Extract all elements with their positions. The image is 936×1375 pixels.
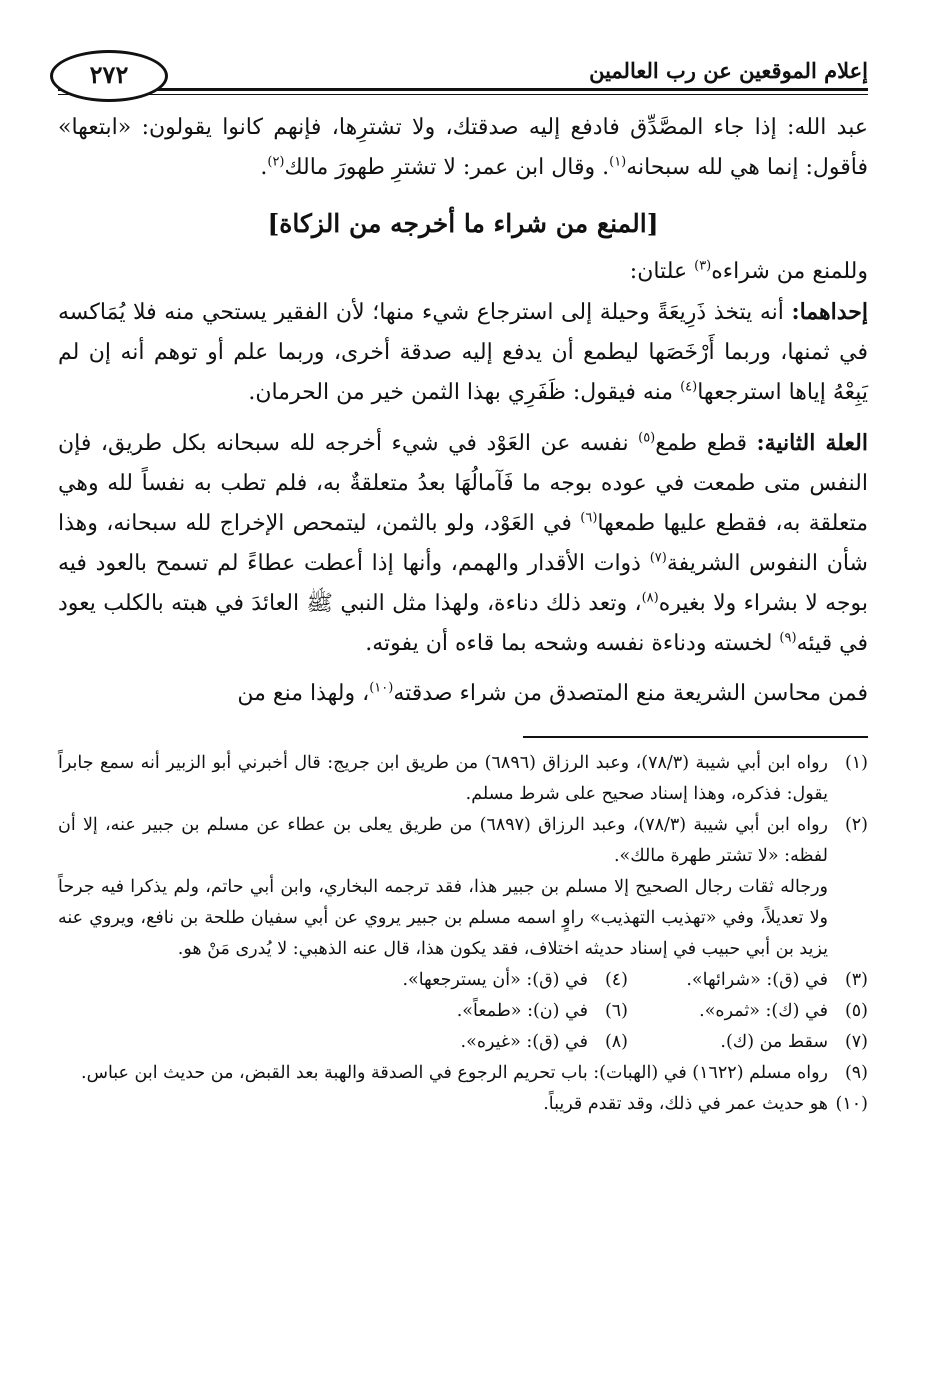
- footnote-2: [58, 810, 868, 872]
- footnote-10: [58, 1089, 868, 1120]
- footnote-3: (٣) في (ق): «شرائها».: [686, 970, 868, 990]
- footnote-number: (١): [844, 753, 868, 773]
- footnote-text: رواه ابن أبي شيبة (٧٨/٣)، وعبد الرزاق (٦٨٩٦) من طريق ابن جريج: قال أخبرني أبو الزبير أنه سمع جابراً يقول: فذكره، وهذا إسناد صحيح على شرط مسلم.: [58, 753, 828, 804]
- footnote-1: [58, 748, 868, 810]
- footnote-row-3-4: [58, 965, 868, 996]
- first-reason-label: إحداهما:: [791, 299, 868, 325]
- footnote-7: (٧) سقط من (ك).: [720, 1032, 868, 1052]
- paragraph-3: إحداهما: أنه يتخذ ذَرِيعَةً وحيلة إلى استرجاع شيء منها؛ لأن الفقير يستحي منه فلا يُمَاكسه في ثمنها، وربما أَرْخَصَها ليطمع أن يدفع إليه صدقة أخرى، وربما علم أو توهم أنه إن لم يَبِعْهُ إياها استرجعها$^{(٤)}$ منه فيقول: ظَفَرِي بهذا الثمن خير من الحرمان.: [58, 299, 868, 405]
- running-header: [58, 40, 868, 100]
- footnote-5: (٥) في (ك): «ثمره».: [699, 1001, 868, 1021]
- footnote-text: رواه مسلم (١٦٢٢) في (الهبات): باب تحريم الرجوع في الصدقة والهبة بعد القبض، من حديث ابن عباس.: [81, 1063, 828, 1083]
- header-rule-thick: [58, 88, 868, 91]
- footnote-ref-5[interactable]: (٥): [638, 430, 656, 446]
- section-heading: [المنع من شراء ما أخرجه من الزكاة]: [267, 209, 659, 238]
- footnote-ref-6[interactable]: (٦): [580, 510, 598, 526]
- footnote-number: (٩): [844, 1063, 868, 1083]
- page-number: ٢٧٢: [50, 50, 168, 102]
- header-rule-thin: [58, 94, 868, 95]
- footnote-ref-1[interactable]: (١): [609, 154, 627, 170]
- footnote-separator: [523, 736, 868, 738]
- footnote-ref-7[interactable]: (٧): [649, 550, 667, 566]
- footnote-2-continuation: ورجاله ثقات رجال الصحيح إلا مسلم بن جبير هذا، فقد ترجمه البخاري، وابن أبي حاتم، ولم يذكرا فيه جرحاً ولا تعديلاً، وفي «تهذيب التهذيب» راوٍ اسمه مسلم بن جبير يروي عن أبي سفيان طلحة بن نافع، ويروي عنه يزيد بن أبي حبيب في إسناد حديثه اختلاف، فقد يكون هذا، قال عنه الذهبي: لا يُدرى مَنْ هو.: [58, 877, 828, 959]
- footnote-number: (٢): [844, 815, 868, 835]
- footnote-9: [58, 1058, 868, 1089]
- paragraph-1: عبد الله: إذا جاء المصَّدِّق فادفع إليه صدقتك، ولا تشترِها، فإنهم كانوا يقولون: «ابتعها» فأقول: إنما هي لله سبحانه$^{(١)}$. وقال ابن عمر: لا تشترِ طهورَ مالك$^{(٢)}$.: [58, 115, 868, 180]
- main-text: [58, 108, 868, 714]
- footnote-row-5-6: [58, 996, 868, 1027]
- paragraph-5: فمن محاسن الشريعة منع المتصدق من شراء صدقته$^{(١٠)}$، ولهذا منع من: [237, 680, 868, 706]
- footnote-ref-9[interactable]: (٩): [779, 630, 797, 646]
- footnote-4: (٤) في (ق): «أن يسترجعها».: [402, 970, 628, 990]
- second-reason-label: العلة الثانية:: [756, 430, 868, 456]
- footnotes: [58, 748, 868, 1120]
- footnote-row-7-8: [58, 1027, 868, 1058]
- book-title: إعلام الموقعين عن رب العالمين: [589, 58, 868, 83]
- footnote-ref-8[interactable]: (٨): [641, 590, 659, 606]
- paragraph-2: وللمنع من شراءه$^{(٣)}$ علتان:: [629, 258, 868, 284]
- footnote-text: رواه ابن أبي شيبة (٧٨/٣)، وعبد الرزاق (٦٨٩٧) من طريق يعلى بن عطاء عن مسلم بن جبير عنه، إلا أن لفظه: «لا تشتر طهرة مالك».: [58, 815, 829, 866]
- footnote-ref-4[interactable]: (٤): [680, 379, 698, 395]
- footnote-ref-2[interactable]: (٢): [267, 154, 285, 170]
- footnote-ref-10[interactable]: (١٠): [369, 680, 394, 696]
- footnote-number: (١٠): [835, 1094, 868, 1114]
- footnote-text: هو حديث عمر في ذلك، وقد تقدم قريباً.: [543, 1094, 828, 1114]
- footnote-ref-3[interactable]: (٣): [694, 258, 712, 274]
- footnote-6: (٦) في (ن): «طمعاً».: [456, 1001, 628, 1021]
- footnote-8: (٨) في (ق): «غيره».: [460, 1032, 628, 1052]
- book-page: [58, 40, 868, 1345]
- paragraph-4: العلة الثانية: قطع طمع$^{(٥)}$ نفسه عن العَوْد في شيء أخرجه لله سبحانه بكل طريق، فإن النفس متى طمعت في عوده بوجه ما فَآمالُهَا بعدُ متعلقةٌ به، فلم تطب به نفساً لله وهي متعلقة به، فقطع عليها طمعها$^{(٦)}$ في العَوْد، ولو بالثمن، ليتمحص الإخراج لله سبحانه، وهذا شأن النفوس الشريفة$^{(٧)}$ ذوات الأقدار والهمم، وأنها إذا أعطت عطاءً لم تسمح بالعود فيه بوجه لا بشراء ولا بغيره$^{(٨)}$، وتعد ذلك دناءة، ولهذا مثل النبي ﷺ العائدَ في هبته بالكلب يعود في قيئه$^{(٩)}$ لخسته ودناءة نفسه وشحه بما قاءه أن يفوته.: [58, 430, 869, 656]
